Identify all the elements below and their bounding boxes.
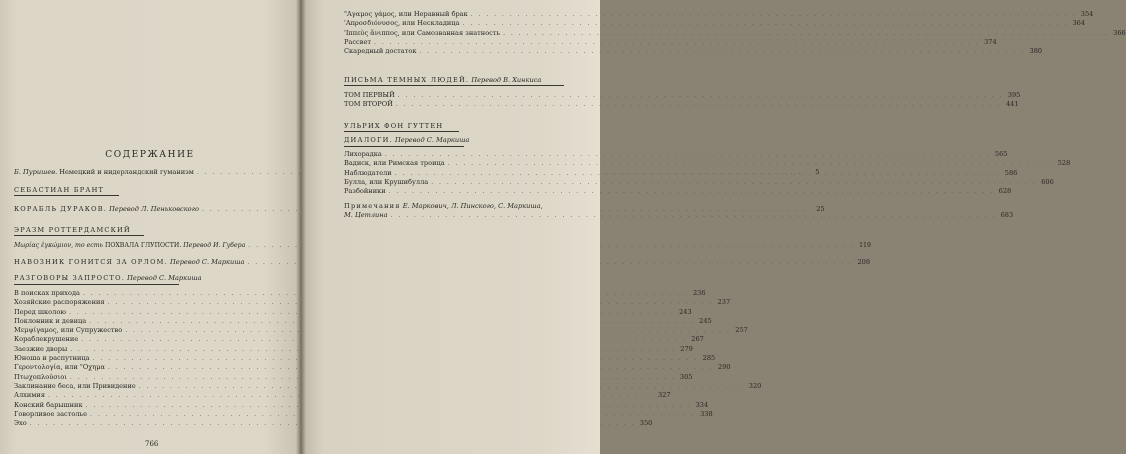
colloquy-title: В поисках прихода: [14, 289, 80, 297]
colloquy-page: 279: [680, 344, 693, 353]
colloquies-rule: [14, 284, 179, 285]
book-gutter: [296, 0, 306, 454]
dot-leader: [503, 29, 1109, 38]
dot-leader: [398, 91, 1004, 100]
colloquy-title: 'Απροσδιόνυσος, или Нескладица: [344, 19, 460, 28]
colloquy-title: Юноша и распутница: [14, 354, 90, 363]
dot-leader: [448, 159, 1054, 168]
colloquy-entry: [14, 307, 692, 317]
colloquy-page: 257: [735, 326, 748, 335]
brant-work-title: КОРАБЛЬ ДУРАКОВ.: [14, 205, 108, 213]
letters-title: ПИСЬМА ТЕМНЫХ ЛЮДЕЙ.: [344, 76, 470, 84]
brant-translator: Перевод Л. Пеньковского: [109, 205, 199, 213]
beetle-translator: Перевод С. Маркиша: [170, 258, 245, 266]
dot-leader: [431, 178, 1037, 187]
colloquy-entry: [14, 409, 713, 419]
colloquy-title: Поклонник и девица: [14, 316, 87, 325]
erasmus-author: ЭРАЗМ РОТТЕРДАМСКИЙ: [14, 226, 131, 234]
colloquy-entry: [14, 354, 716, 363]
colloquy-page: 290: [718, 363, 731, 372]
contents-heading: СОДЕРЖАНИЕ: [105, 150, 195, 160]
brant-rule: [14, 195, 119, 196]
colloquy-entry: [14, 335, 704, 344]
praise-entry: [14, 241, 871, 250]
letters-volume-title: ТОМ ПЕРВЫЙ: [344, 91, 395, 99]
dialogue-entry: [344, 159, 1071, 168]
dialogue-page: 606: [1041, 177, 1054, 186]
colloquy-entry: [14, 344, 693, 354]
colloquy-page: 380: [1029, 47, 1043, 56]
dot-leader: [385, 150, 991, 159]
intro-author: Б. Пуришев.: [14, 168, 58, 176]
praise-greek: Μωρίας ἐγκώμιον, то есть: [14, 242, 103, 249]
intro-page: 5: [815, 168, 820, 176]
colloquy-title: Конский барышник: [14, 400, 83, 409]
dialogue-title: Наблюдатели: [344, 168, 392, 177]
letters-heading: [344, 76, 586, 85]
colloquy-entry: [344, 10, 1094, 19]
beetle-title: НАВОЗНИК ГОНИТСЯ ЗА ОРЛОМ.: [14, 258, 168, 266]
colloquy-entry: [14, 298, 731, 307]
dialogue-page: 528: [1057, 159, 1071, 168]
dot-leader: [374, 38, 980, 47]
dot-leader: [419, 47, 1025, 56]
colloquy-entry: [14, 316, 712, 326]
colloquy-entry: [14, 419, 653, 428]
letters-volume-page: 441: [1005, 100, 1019, 109]
dialogue-entry: [344, 187, 1012, 196]
colloquy-entry: [344, 47, 1043, 56]
notes-label: Примечания: [344, 202, 401, 210]
colloquy-title: Μεμψίγαμος, или Супружество: [14, 326, 123, 335]
dialogues-title: ДИАЛОГИ.: [344, 136, 393, 144]
erasmus-rule: [14, 235, 144, 236]
notes-page: 683: [1000, 211, 1014, 220]
letters-translator: Перевод В. Хинкиса: [471, 76, 542, 84]
colloquy-entry: [344, 28, 1126, 38]
colloquy-entry: [14, 381, 762, 391]
praise-page: 119: [859, 242, 871, 249]
dialogues-translator: Перевод С. Маркиша: [394, 136, 470, 144]
dialogues-heading: [344, 136, 586, 145]
colloquies-title: РАЗГОВОРЫ ЗАПРОСТО.: [14, 274, 126, 282]
letters-volume-entry: [344, 100, 1019, 109]
colloquy-title: Рассвет: [344, 37, 372, 46]
colloquy-page: 354: [1080, 10, 1094, 18]
hutten-rule: [344, 131, 459, 132]
colloquy-title: Γεροντολογία, или "Οχημα: [14, 363, 105, 372]
colloquy-entry: [14, 372, 693, 382]
brant-page: 25: [816, 205, 825, 213]
dialogue-entry: [344, 177, 1054, 187]
brant-author: СЕБАСТИАН БРАНТ: [14, 186, 105, 194]
notes-authors-2: М. Цетлина: [344, 211, 388, 220]
colloquy-entry: [344, 37, 997, 47]
colloquy-page: 350: [639, 419, 653, 428]
colloquy-entry: [14, 400, 709, 410]
colloquy-title: 'Ιππεὺς ἄνιππος, или Самозванная знатность: [344, 28, 501, 37]
colloquy-title: Πτωχοπλούσιοι: [14, 372, 67, 381]
colloquies-continued-list: [344, 10, 1126, 56]
colloquy-title: Заезжие дворы: [14, 344, 68, 353]
colloquy-entry: [14, 289, 706, 298]
colloquy-page: 374: [984, 37, 997, 46]
colloquy-page: 338: [700, 409, 713, 418]
beetle-entry: [14, 258, 871, 267]
colloquy-title: Заклинание беса, или Привидение: [14, 381, 136, 390]
colloquy-title: Кораблекрушение: [14, 335, 79, 344]
colloquy-title: Хозяйские распоряжения: [14, 298, 105, 307]
colloquy-page: 236: [692, 289, 706, 297]
letters-volume-title: ТОМ ВТОРОЙ: [344, 100, 393, 109]
colloquy-page: 334: [695, 400, 709, 409]
praise-title: ПОХВАЛА ГЛУПОСТИ.: [104, 242, 182, 249]
colloquy-page: 366: [1113, 28, 1126, 37]
dot-leader: [395, 169, 1001, 178]
colloquy-entry: [14, 391, 671, 400]
dialogue-title: Разбойники: [344, 187, 386, 196]
colloquy-entry: [344, 19, 1086, 28]
colloquies-heading: [14, 274, 274, 283]
intro-title: Немецкий и нидерландский гуманизм: [59, 168, 194, 176]
dot-leader: [471, 10, 1077, 19]
colloquy-page: 285: [702, 354, 716, 363]
colloquies-list: [14, 289, 762, 428]
colloquy-title: Алхимия: [14, 391, 45, 400]
dialogue-title: Вадиск, или Римская троица: [344, 159, 445, 168]
beetle-page: 208: [857, 258, 871, 266]
letters-volume-entry: [344, 91, 1021, 100]
dialogue-entry: [344, 150, 1008, 159]
dialogue-page: 565: [994, 150, 1008, 158]
colloquy-page: 320: [748, 381, 762, 390]
colloquy-entry: [14, 326, 748, 335]
colloquy-page: 245: [699, 316, 712, 325]
page-number: 766: [145, 440, 159, 448]
dialogue-page: 586: [1004, 168, 1018, 177]
dialogue-title: Булла, или Крушибулла: [344, 177, 429, 186]
dot-leader: [462, 19, 1068, 28]
letters-volumes-list: [344, 91, 1021, 110]
letters-volume-page: 395: [1007, 91, 1021, 99]
colloquy-title: Перед школою: [14, 307, 67, 316]
dot-leader: [396, 100, 1002, 109]
dialogue-title: Лихорадка: [344, 150, 382, 158]
notes-authors: Е. Маркович, Л. Пинского, С. Маркиша,: [402, 202, 543, 210]
colloquy-title: Эхо: [14, 419, 27, 428]
dialogue-page: 628: [998, 187, 1012, 196]
colloquy-page: 327: [658, 391, 671, 400]
letters-rule: [344, 85, 564, 86]
hutten-author: УЛЬРИХ ФОН ГУТТЕН: [344, 122, 444, 130]
colloquy-entry: [14, 363, 731, 372]
dialogues-list: [344, 150, 1071, 196]
colloquy-page: 364: [1072, 19, 1086, 28]
dialogues-rule: [344, 146, 464, 147]
praise-translator: Перевод И. Губера: [183, 242, 246, 249]
colloquy-page: 305: [679, 372, 693, 381]
colloquy-title: "Αγαμος γάμος, или Неравный брак: [344, 10, 468, 18]
colloquy-page: 267: [691, 335, 704, 344]
colloquy-page: 243: [679, 307, 692, 316]
colloquies-translator: Перевод С. Маркиша: [127, 274, 202, 282]
dot-leader: [389, 187, 995, 196]
colloquy-title: Скаредный достаток: [344, 47, 417, 56]
colloquy-page: 237: [717, 298, 731, 307]
colloquy-title: Говорливое застолье: [14, 409, 88, 418]
dialogue-entry: [344, 168, 1018, 178]
